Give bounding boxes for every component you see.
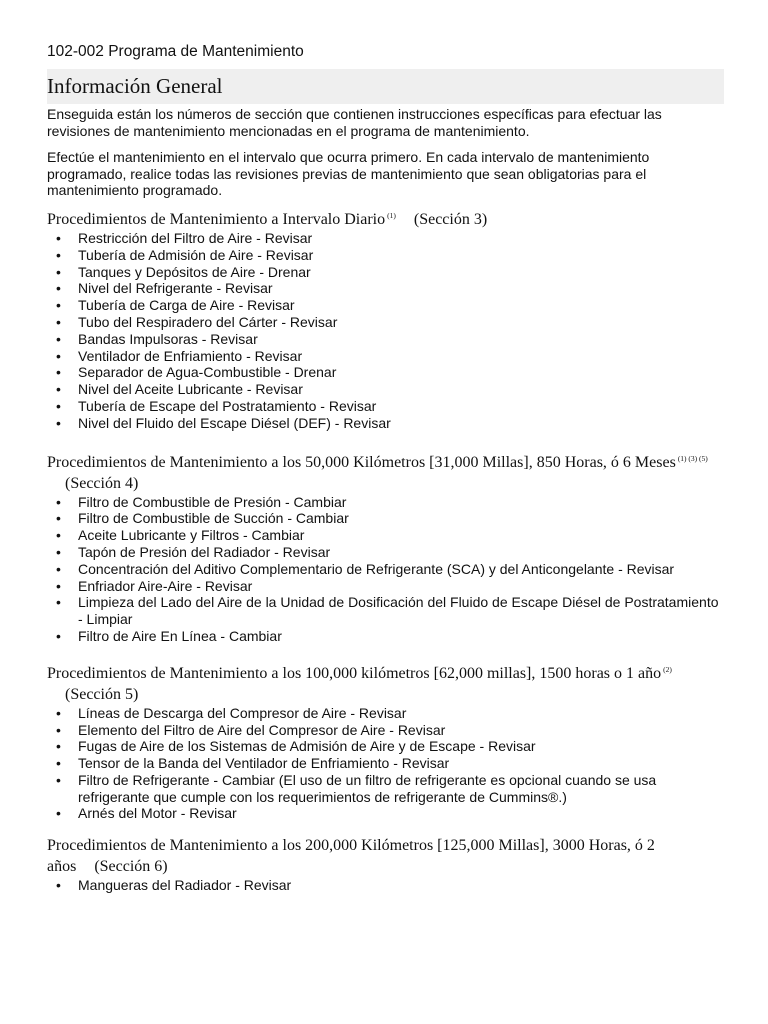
list-item-text: Bandas Impulsoras - Revisar bbox=[78, 330, 258, 347]
list-item bbox=[47, 398, 724, 415]
intro-paragraph: Efectúe el mantenimiento en el intervalo que ocurra primero. En cada intervalo de mantenimiento programado, realice todas las revisiones previas de mantenimiento que sean obligatorias para el mantenimiento programado. bbox=[47, 149, 650, 199]
bullet-icon: • bbox=[56, 280, 61, 297]
list-item bbox=[47, 314, 724, 331]
procedure-heading-text: Procedimientos de Mantenimiento a los 200,000 Kilómetros [125,000 Millas], 3000 Horas, ó 2 años bbox=[47, 837, 655, 876]
list-item bbox=[47, 297, 724, 314]
bullet-icon: • bbox=[56, 627, 61, 644]
bullet-icon: • bbox=[56, 527, 61, 544]
procedure-heading bbox=[47, 205, 724, 230]
list-item bbox=[47, 738, 724, 755]
list-item-text: Separador de Agua-Combustible - Drenar bbox=[78, 364, 337, 381]
list-item-text: Líneas de Descarga del Compresor de Aire - Revisar bbox=[78, 704, 407, 721]
list-item bbox=[47, 247, 724, 264]
list-item-text: Restricción del Filtro de Aire - Revisar bbox=[78, 229, 313, 246]
list-item-text: Enfriador Aire-Aire - Revisar bbox=[78, 577, 253, 594]
list-item bbox=[47, 578, 724, 595]
bullet-icon: • bbox=[56, 229, 61, 246]
bullet-icon: • bbox=[56, 510, 61, 527]
section-title: Información General bbox=[47, 74, 223, 98]
list-item-text: Concentración del Aditivo Complementario de Refrigerante (SCA) y del Anticongelante - Revisar bbox=[78, 560, 675, 577]
bullet-icon: • bbox=[56, 330, 61, 347]
bullet-icon: • bbox=[56, 560, 61, 577]
list-item bbox=[47, 877, 724, 894]
list-item bbox=[47, 494, 724, 511]
list-item-text: Elemento del Filtro de Aire del Compresor de Aire - Revisar bbox=[78, 721, 446, 738]
list-item bbox=[47, 544, 724, 561]
procedure-heading bbox=[47, 448, 724, 494]
footnote-refs: (1) (3) (5) bbox=[677, 453, 708, 463]
bullet-icon: • bbox=[56, 414, 61, 431]
bullet-icon: • bbox=[56, 877, 61, 894]
bullet-icon: • bbox=[56, 246, 61, 263]
list-item-text: Filtro de Combustible de Presión - Cambiar bbox=[78, 493, 347, 510]
list-item-text: Tensor de la Banda del Ventilador de Enfriamiento - Revisar bbox=[78, 755, 450, 772]
list-item bbox=[47, 594, 724, 628]
list-item-text: Limpieza del Lado del Aire de la Unidad de Dosificación del Fluido de Escape Diésel de Postratamiento - Limpiar bbox=[78, 594, 719, 628]
bullet-icon: • bbox=[56, 738, 61, 755]
list-item-text: Fugas de Aire de los Sistemas de Admisión de Aire y de Escape - Revisar bbox=[78, 738, 536, 755]
procedure-list bbox=[47, 494, 724, 645]
list-item-text: Nivel del Aceite Lubricante - Revisar bbox=[78, 381, 303, 398]
list-item bbox=[47, 348, 724, 365]
list-item-text: Nivel del Refrigerante - Revisar bbox=[78, 280, 273, 297]
list-item bbox=[47, 415, 724, 432]
procedure-heading-text: Procedimientos de Mantenimiento a Intervalo Diario bbox=[47, 210, 386, 228]
bullet-icon: • bbox=[56, 297, 61, 314]
procedure-list bbox=[47, 230, 724, 432]
section-ref: (Sección 4) bbox=[65, 474, 139, 492]
section-ref: (Sección 5) bbox=[65, 685, 139, 703]
list-item bbox=[47, 264, 724, 281]
procedure-list bbox=[47, 705, 724, 823]
list-item-text: Mangueras del Radiador - Revisar bbox=[78, 877, 292, 894]
bullet-icon: • bbox=[56, 594, 61, 611]
list-item bbox=[47, 527, 724, 544]
list-item bbox=[47, 628, 724, 645]
footnote-refs: (1) bbox=[387, 210, 396, 220]
procedure-heading-text: Procedimientos de Mantenimiento a los 100,000 kilómetros [62,000 millas], 1500 horas o 1 año bbox=[47, 664, 662, 682]
list-item bbox=[47, 364, 724, 381]
list-item-text: Tubería de Carga de Aire - Revisar bbox=[78, 297, 295, 314]
bullet-icon: • bbox=[56, 263, 61, 280]
list-item-text: Tapón de Presión del Radiador - Revisar bbox=[78, 543, 331, 560]
bullet-icon: • bbox=[56, 771, 61, 788]
procedure-heading bbox=[47, 835, 724, 877]
bullet-icon: • bbox=[56, 364, 61, 381]
list-item-text: Nivel del Fluido del Escape Diésel (DEF) - Revisar bbox=[78, 414, 391, 431]
list-item bbox=[47, 331, 724, 348]
list-item-text: Tanques y Depósitos de Aire - Drenar bbox=[78, 263, 311, 280]
section-ref: (Sección 6) bbox=[94, 858, 168, 876]
bullet-icon: • bbox=[56, 543, 61, 560]
list-item-text: Filtro de Combustible de Succión - Cambiar bbox=[78, 510, 349, 527]
list-item bbox=[47, 381, 724, 398]
section-banner bbox=[47, 69, 724, 104]
list-item-text: Tubería de Escape del Postratamiento - Revisar bbox=[78, 397, 377, 414]
list-item-text: Tubo del Respiradero del Cárter - Revisar bbox=[78, 313, 338, 330]
list-item bbox=[47, 230, 724, 247]
intro-paragraph: Enseguida están los números de sección que contienen instrucciones específicas para efectuar las revisiones de mantenimiento mencionadas en el programa de mantenimiento. bbox=[47, 106, 662, 139]
procedure-heading-text: Procedimientos de Mantenimiento a los 50,000 Kilómetros [31,000 Millas], 850 Horas, ó 6 Meses bbox=[47, 453, 676, 471]
bullet-icon: • bbox=[56, 704, 61, 721]
bullet-icon: • bbox=[56, 577, 61, 594]
document-code-title: 102-002 Programa de Mantenimiento bbox=[47, 43, 304, 60]
list-item bbox=[47, 705, 724, 722]
list-item bbox=[47, 805, 724, 822]
list-item-text: Tubería de Admisión de Aire - Revisar bbox=[78, 246, 314, 263]
footnote-refs: (2) bbox=[663, 664, 672, 674]
list-item bbox=[47, 755, 724, 772]
list-item bbox=[47, 280, 724, 297]
bullet-icon: • bbox=[56, 397, 61, 414]
bullet-icon: • bbox=[56, 721, 61, 738]
list-item bbox=[47, 772, 724, 806]
section-ref: (Sección 3) bbox=[413, 210, 488, 228]
bullet-icon: • bbox=[56, 755, 61, 772]
bullet-icon: • bbox=[56, 493, 61, 510]
bullet-icon: • bbox=[56, 313, 61, 330]
list-item bbox=[47, 561, 724, 578]
list-item-text: Filtro de Aire En Línea - Cambiar bbox=[78, 627, 282, 644]
procedure-heading bbox=[47, 659, 724, 705]
list-item-text: Filtro de Refrigerante - Cambiar (El uso de un filtro de refrigerante es opcional cuando se usa refrigerante que cumple con los requerimientos de refrigerante de Cummins®.) bbox=[78, 771, 657, 805]
list-item-text: Arnés del Motor - Revisar bbox=[78, 805, 237, 822]
list-item bbox=[47, 722, 724, 739]
list-item-text: Ventilador de Enfriamiento - Revisar bbox=[78, 347, 303, 364]
bullet-icon: • bbox=[56, 347, 61, 364]
list-item-text: Aceite Lubricante y Filtros - Cambiar bbox=[78, 527, 305, 544]
bullet-icon: • bbox=[56, 381, 61, 398]
list-item bbox=[47, 510, 724, 527]
procedure-list bbox=[47, 877, 724, 894]
bullet-icon: • bbox=[56, 805, 61, 822]
